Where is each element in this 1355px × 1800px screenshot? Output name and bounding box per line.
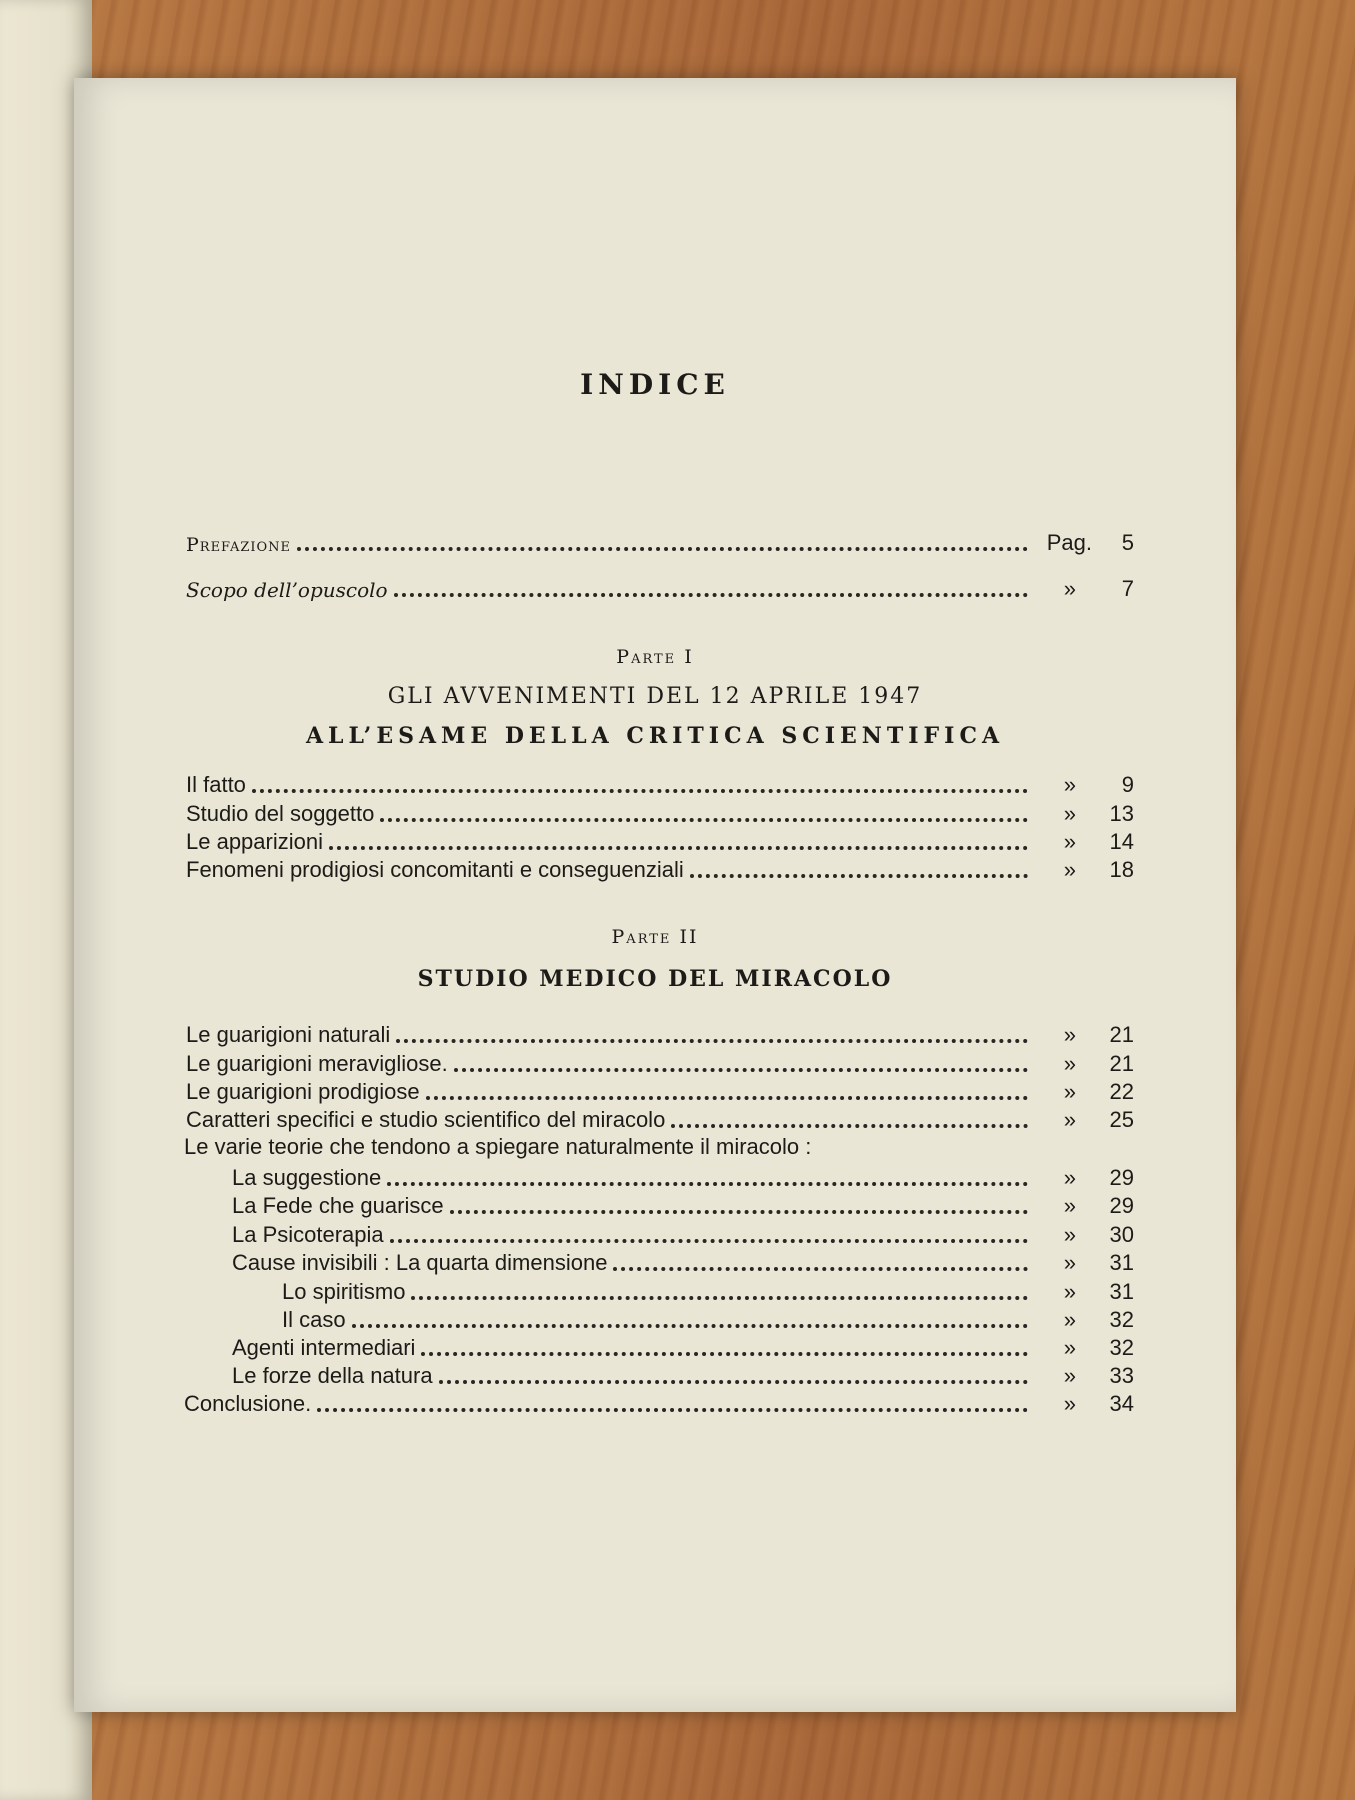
page-mark: » [1063, 1279, 1076, 1304]
toc-entry-prefazione [186, 526, 1134, 556]
leader-dots [690, 860, 1028, 878]
toc-entry-label: Scopo dell’opuscolo [186, 578, 388, 602]
toc-entry-label: Caratteri specifici e studio scientifico del miracolo [186, 1107, 666, 1132]
page-number: 32 [1109, 1335, 1134, 1360]
page-number: 34 [1109, 1391, 1134, 1416]
theories-heading: Le varie teorie che tendono a spiegare naturalmente il miracolo : [184, 1134, 812, 1159]
toc-entry [186, 1047, 1134, 1077]
page-mark: » [1063, 1222, 1076, 1247]
page-mark: » [1063, 1079, 1076, 1104]
toc-entry-label: Fenomeni prodigiosi concomitanti e conseguenziali [186, 857, 684, 882]
leader-dots [394, 579, 1028, 597]
page-number: 33 [1109, 1363, 1134, 1388]
toc-entry-label: Le guarigioni naturali [186, 1022, 391, 1047]
toc-entry [186, 1075, 1134, 1105]
leader-dots [411, 1282, 1028, 1300]
toc-subentry [232, 1359, 1134, 1389]
toc-entry-label: Conclusione. [184, 1391, 312, 1416]
leader-dots [613, 1253, 1028, 1271]
toc-entry-label: Le guarigioni meravigliose. [186, 1051, 448, 1076]
toc-entry [186, 825, 1134, 855]
toc-entry-label: Le apparizioni [186, 829, 323, 854]
toc-entry-label: Cause invisibili : La quarta dimensione [232, 1250, 608, 1275]
leader-dots [671, 1110, 1028, 1128]
page-number: 30 [1109, 1222, 1134, 1247]
page-mark: » [1063, 1307, 1076, 1332]
toc-entry [186, 1103, 1134, 1133]
page-number: 31 [1109, 1279, 1134, 1304]
leader-dots [439, 1366, 1028, 1384]
page-number: 32 [1109, 1307, 1134, 1332]
leader-dots [297, 533, 1028, 551]
toc-entry-label: Lo spiritismo [282, 1279, 406, 1304]
page-number: 18 [1109, 857, 1134, 882]
page-mark: » [1063, 1391, 1076, 1416]
page-mark: » [1063, 772, 1076, 797]
book-page [74, 78, 1236, 1712]
toc-subentry [232, 1331, 1134, 1361]
page-mark: » [1063, 1051, 1076, 1076]
toc-entry-label: La Fede che guarisce [232, 1193, 444, 1218]
page-mark: » [1063, 1250, 1076, 1275]
part-1-title-line2: ALL’ESAME DELLA CRITICA SCIENTIFICA [305, 723, 1005, 749]
page-mark: » [1063, 1363, 1076, 1388]
leader-dots [454, 1054, 1028, 1072]
page-number: 29 [1109, 1165, 1134, 1190]
toc-entry [186, 1018, 1134, 1048]
leader-dots [421, 1338, 1028, 1356]
part-2-title: STUDIO MEDICO DEL MIRACOLO [417, 966, 893, 992]
page-number: 9 [1121, 772, 1134, 797]
part-1-title-line1: GLI AVVENIMENTI DEL 12 APRILE 1947 [387, 684, 923, 709]
toc-subentry [232, 1189, 1134, 1219]
toc-entry-label: Il fatto [186, 772, 246, 797]
toc-subentry [232, 1218, 1134, 1248]
page-title: INDICE [580, 368, 730, 401]
page-mark: » [1063, 1193, 1076, 1218]
leader-dots [329, 832, 1028, 850]
part-1-label: Parte I [616, 646, 694, 668]
page-mark: » [1063, 1107, 1076, 1132]
page-number: 14 [1109, 829, 1134, 854]
page-number: 21 [1109, 1051, 1134, 1076]
leader-dots [390, 1225, 1028, 1243]
page-mark: » [1063, 1335, 1076, 1360]
toc-subentry [232, 1246, 1134, 1276]
toc-entry-label: Studio del soggetto [186, 801, 375, 826]
toc-subentry [232, 1161, 1134, 1191]
leader-dots [352, 1310, 1028, 1328]
toc-subsubentry [282, 1275, 1134, 1305]
page-number: 22 [1109, 1079, 1134, 1104]
page-mark: » [1063, 1165, 1076, 1190]
toc-entry-label: La Psicoterapia [232, 1222, 384, 1247]
leader-dots [380, 804, 1028, 822]
toc-entry-label: Agenti intermediari [232, 1335, 416, 1360]
page-number: 31 [1109, 1250, 1134, 1275]
leader-dots [426, 1082, 1028, 1100]
toc-entry-conclusione [184, 1387, 1134, 1417]
page-mark: » [1063, 829, 1076, 854]
toc-entry-label: Le guarigioni prodigiose [186, 1079, 420, 1104]
page-mark: Pag. [1046, 530, 1092, 555]
page-number: 7 [1121, 576, 1134, 601]
leader-dots [450, 1196, 1028, 1214]
page-number: 25 [1109, 1107, 1134, 1132]
page-number: 21 [1109, 1022, 1134, 1047]
toc-entry [186, 797, 1134, 827]
page-mark: » [1063, 801, 1076, 826]
toc-entry [186, 853, 1134, 883]
part-2-label: Parte II [611, 926, 699, 948]
toc-entry-label: La suggestione [232, 1165, 382, 1190]
leader-dots [317, 1394, 1028, 1412]
page-number: 5 [1121, 530, 1134, 555]
toc-entry-label: Le forze della natura [232, 1363, 433, 1388]
page-mark: » [1063, 857, 1076, 882]
toc-entry-scopo [186, 572, 1134, 602]
toc-entry-label: Prefazione [186, 534, 292, 556]
page-mark: » [1063, 576, 1076, 601]
toc-entry-label: Il caso [282, 1307, 346, 1332]
leader-dots [252, 775, 1028, 793]
page-mark: » [1063, 1022, 1076, 1047]
page-number: 13 [1109, 801, 1134, 826]
toc-subsubentry [282, 1303, 1134, 1333]
page-number: 29 [1109, 1193, 1134, 1218]
leader-dots [396, 1025, 1028, 1043]
toc-entry [186, 768, 1134, 798]
leader-dots [387, 1168, 1028, 1186]
